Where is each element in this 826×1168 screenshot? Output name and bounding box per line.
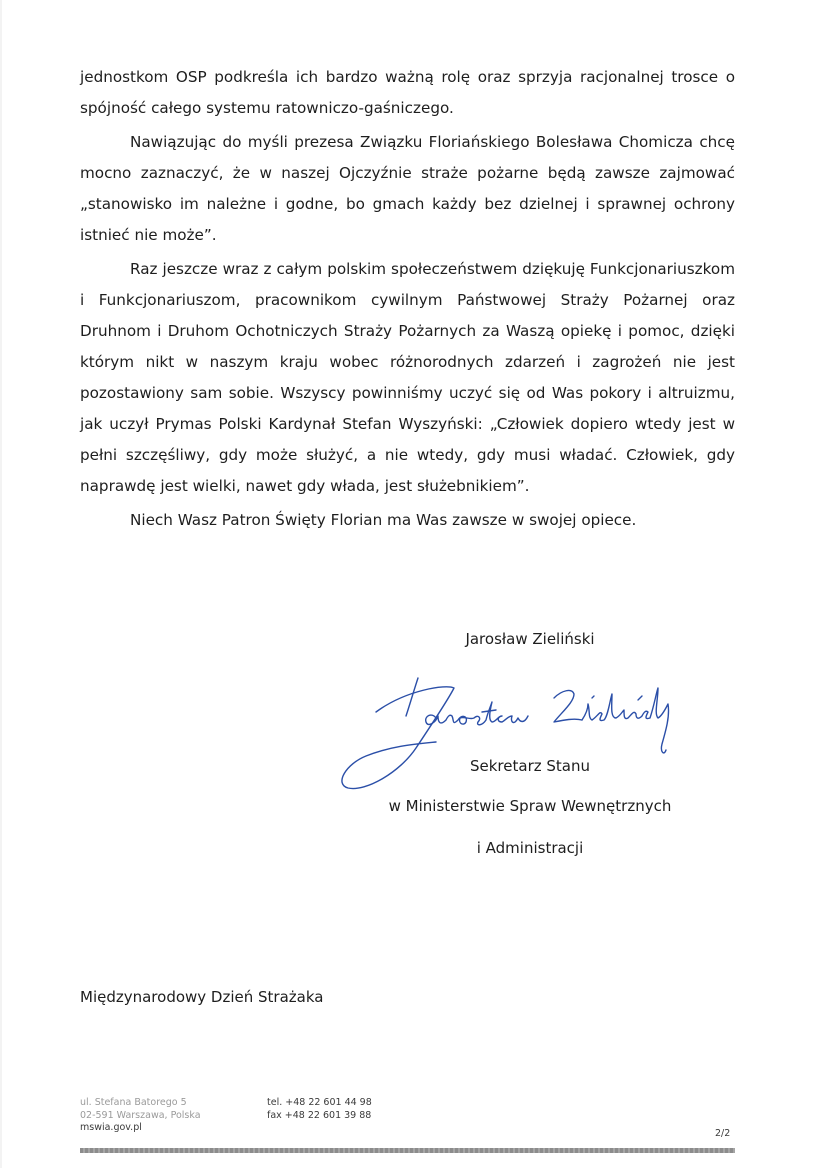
signatory-title-line2: w Ministerstwie Spraw Wewnętrznych [388,797,672,815]
address-city: 02-591 Warszawa, Polska [80,1109,201,1121]
fax-number: fax +48 22 601 39 88 [267,1109,372,1121]
page-number: 2/2 [715,1128,731,1139]
phone-number: tel. +48 22 601 44 98 [267,1097,372,1108]
scan-edge [0,0,2,1168]
website-link[interactable]: mswia.gov.pl [80,1122,142,1133]
paragraph-3: Raz jeszcze wraz z całym polskim społeczeństwem dziękuję Funkcjonariuszkom i Funkcjonariuszom, pracownikom cywilnym Państwowej Straży Pożarnej oraz Druhnom i Druhom Ochotniczych Straży Pożarnych za Waszą opiekę i pomoc, dzięki którym nikt w naszym kraju wobec różnorodnych zdarzeń i zagrożeń nie jest pozostawiony sam sobie. Wszyscy powinniśmy uczyć się od Was pokory i altruizmu, jak uczył Prymas Polski Kardynał Stefan Wyszyński: „Człowiek dopiero wtedy jest w pełni szczęśliwy, gdy może służyć, a nie wtedy, gdy musi władać. Człowiek, gdy naprawdę jest wielki, nawet gdy włada, jest służebnikiem”. [80,260,735,495]
signatory-title-line3: i Administracji [476,839,584,857]
letter-body [80,62,735,539]
paragraph-2: Nawiązując do myśli prezesa Związku Floriańskiego Bolesława Chomicza chcę mocno zaznaczyć, że w naszej Ojczyźnie straże pożarne będą zawsze zajmować „stanowisko im należne i godne, bo gmach każdy bez dzielnej i sprawnej ochrony istnieć nie może”. [80,133,735,244]
footer-contact [267,1097,372,1122]
signatory-title-line1: Sekretarz Stanu [470,757,590,775]
handwritten-signature [336,660,676,800]
paragraph-1: jednostkom OSP podkreśla ich bardzo ważną rolę oraz sprzyja racjonalnej trosce o spójność całego systemu ratowniczo-gaśniczego. [80,68,735,117]
signatory-name: Jarosław Zieliński [465,630,595,648]
footer-divider [80,1148,735,1153]
subject-footer: Międzynarodowy Dzień Strażaka [80,988,324,1006]
paragraph-4: Niech Wasz Patron Święty Florian ma Was zawsze w swojej opiece. [130,511,637,529]
address-street: ul. Stefana Batorego 5 [80,1097,187,1108]
footer-address [80,1097,201,1135]
